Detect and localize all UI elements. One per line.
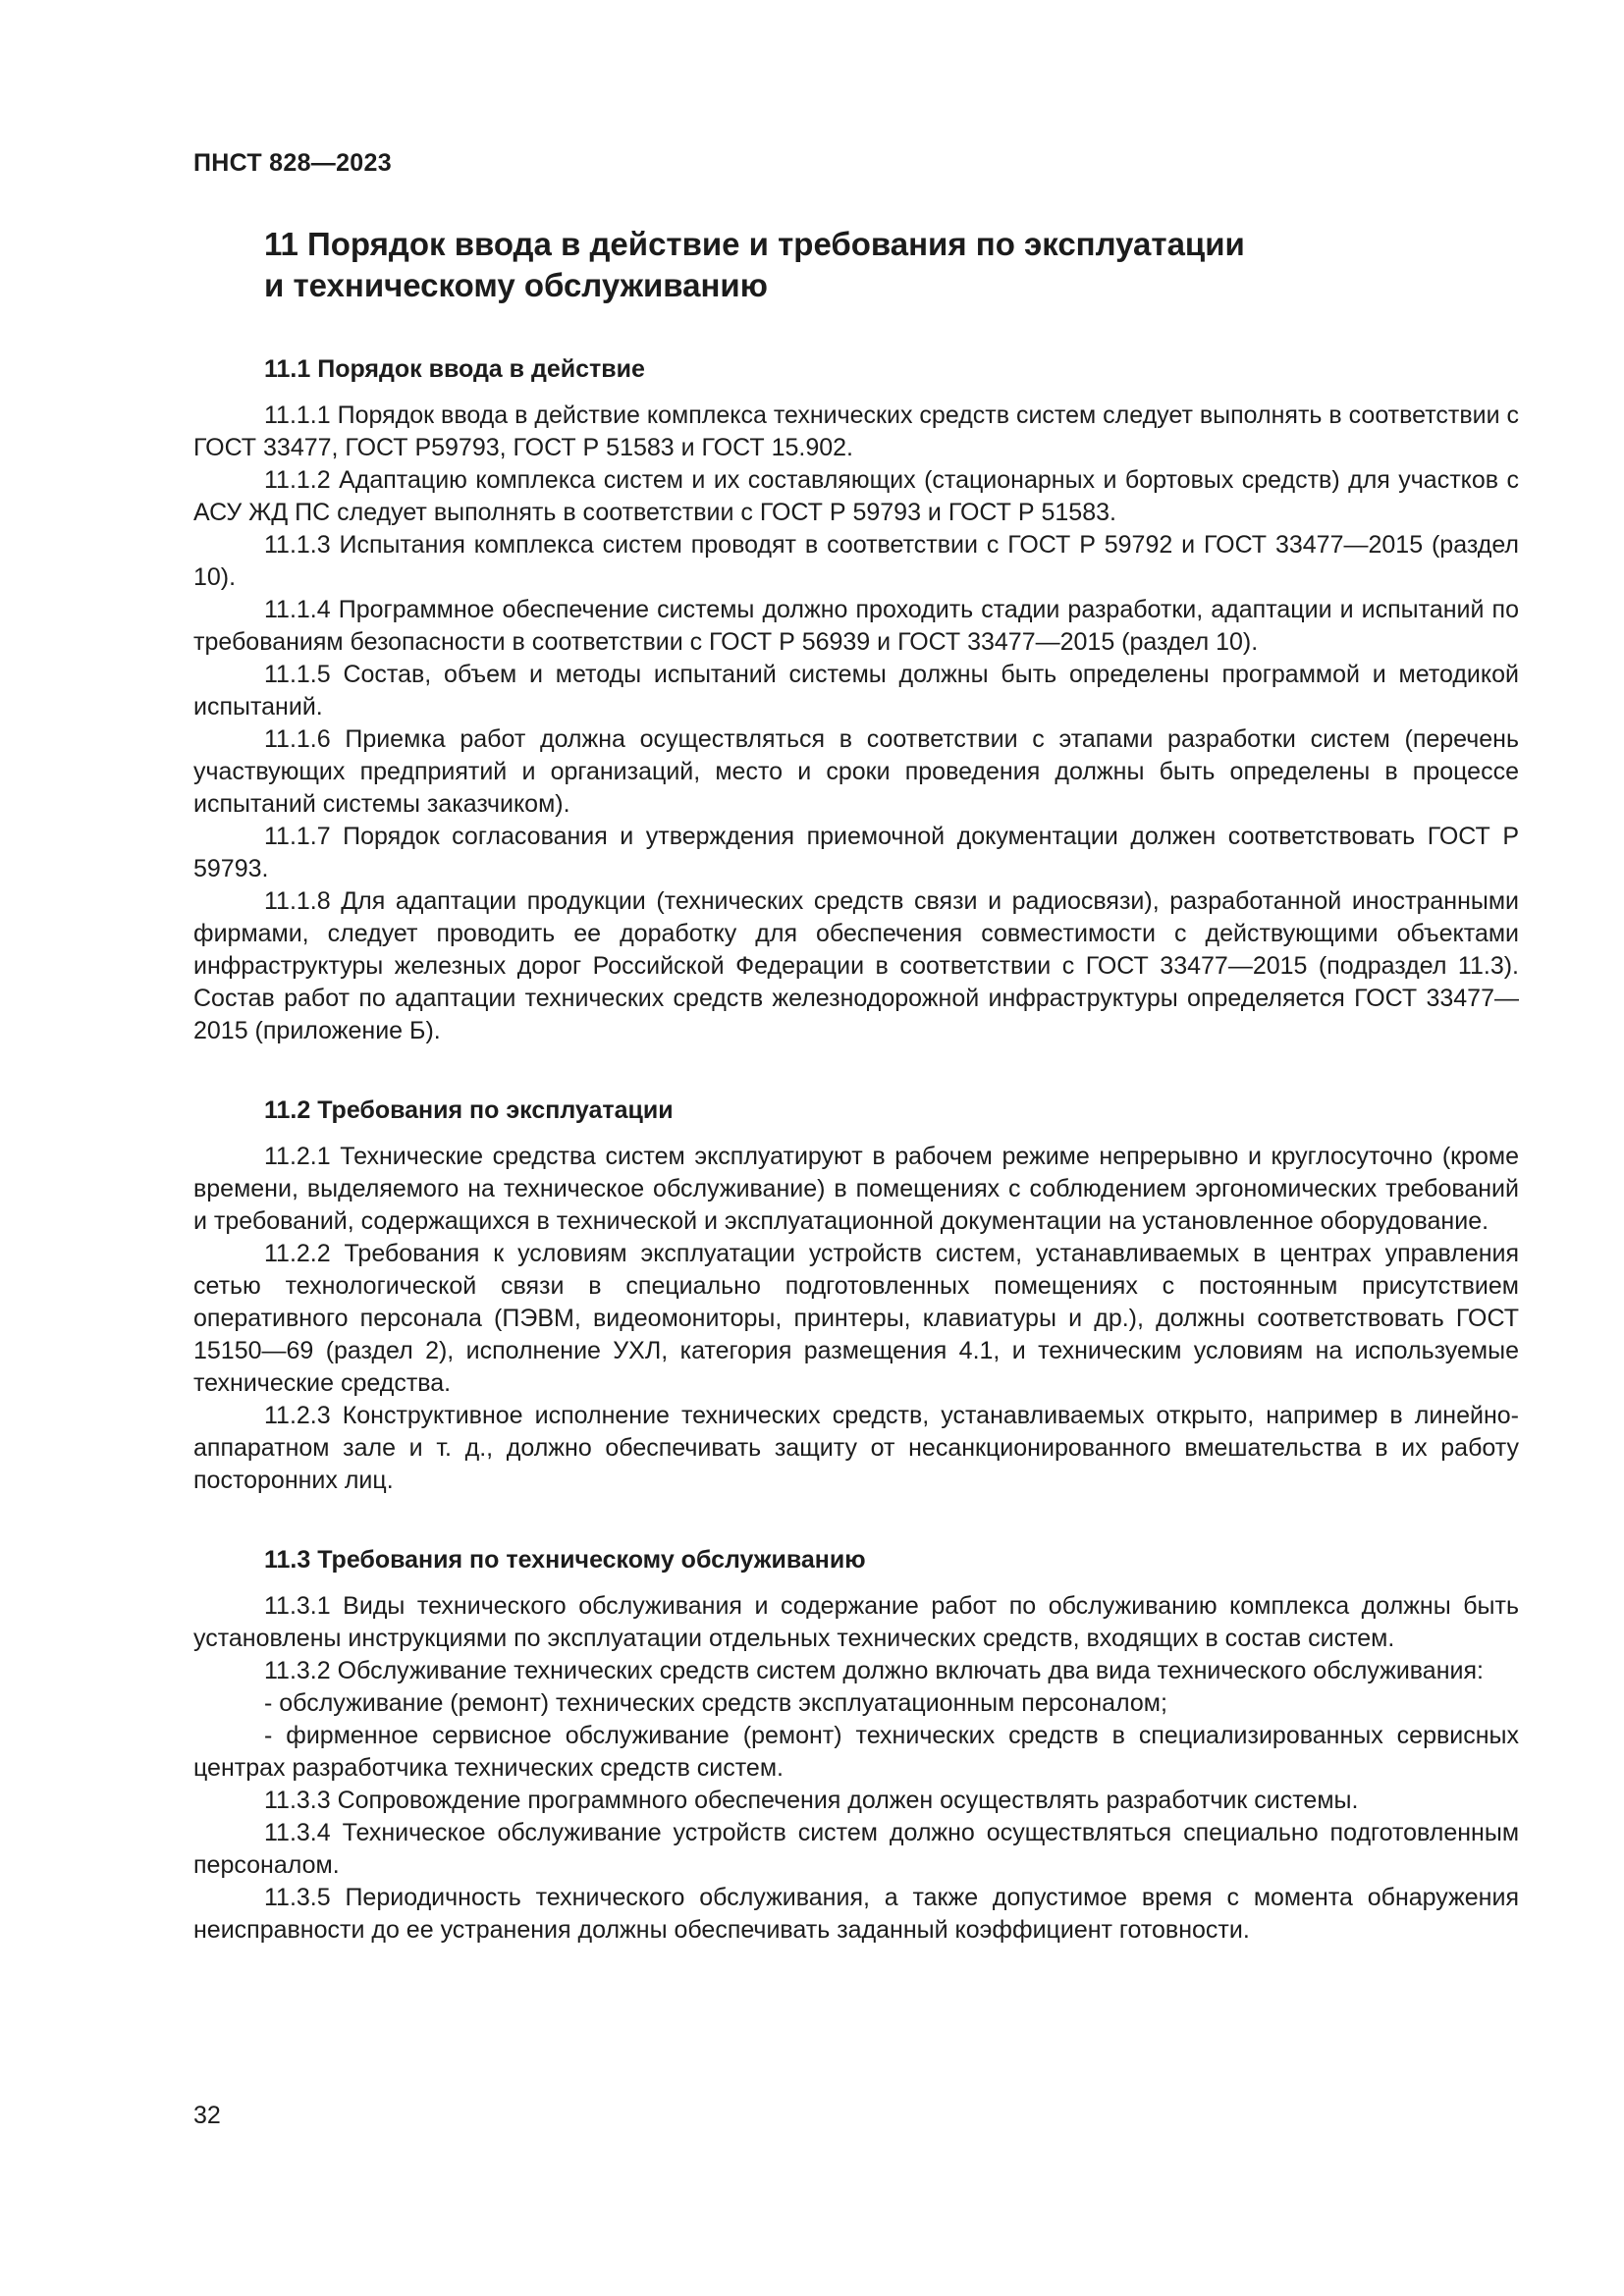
paragraph-11-1-8: 11.1.8 Для адаптации продукции (технических средств связи и радиосвязи), разработанной иностранными фирмами, следует проводить ее доработку для обеспечения совместимости с действующими объектами инфраструктуры железных дорог Российской Федерации в соответствии с ГОСТ 33477—2015 (подраздел 11.3). Состав работ по адаптации технических средств железнодорожной инфраструктуры определяется ГОСТ 33477—2015 (приложение Б).: [193, 887, 1519, 1044]
subsection-title: 11.3 Требования по техническому обслуживанию: [264, 1546, 866, 1574]
section-title-line-2: и техническому обслуживанию: [264, 267, 768, 303]
section-title: [264, 224, 1519, 306]
subsection-title: 11.1 Порядок ввода в действие: [264, 355, 645, 383]
paragraph-11-1-7: 11.1.7 Порядок согласования и утверждения приемочной документации должен соответствовать ГОСТ Р 59793.: [193, 823, 1519, 882]
list-item: - фирменное сервисное обслуживание (ремонт) технических средств в специализированных сервисных центрах разработчика технических средств систем.: [193, 1722, 1519, 1782]
paragraph-11-2-1: 11.2.1 Технические средства систем эксплуатируют в рабочем режиме непрерывно и круглосуточно (кроме времени, выделяемого на техническое обслуживание) в помещениях с соблюдением эргономических требований и требований, содержащихся в технической и эксплуатационной документации на установленное оборудование.: [193, 1143, 1519, 1235]
paragraph-11-1-6: 11.1.6 Приемка работ должна осуществляться в соответствии с этапами разработки систем (перечень участвующих предприятий и организаций, место и сроки проведения должны быть определены в процессе испытаний системы заказчиком).: [193, 725, 1519, 818]
section-content: [193, 224, 1519, 1947]
subsection-title: 11.2 Требования по эксплуатации: [264, 1096, 674, 1124]
paragraph-11-1-2: 11.1.2 Адаптацию комплекса систем и их составляющих (стационарных и бортовых средств) для участков с АСУ ЖД ПС следует выполнять в соответствии с ГОСТ Р 59793 и ГОСТ Р 51583.: [193, 466, 1519, 526]
page-number: 32: [193, 2102, 221, 2129]
paragraph-11-3-3: 11.3.3 Сопровождение программного обеспечения должен осуществлять разработчик системы.: [264, 1787, 1359, 1814]
paragraph-11-3-4: 11.3.4 Техническое обслуживание устройств систем должно осуществляться специально подготовленным персоналом.: [193, 1819, 1519, 1879]
list-item: - обслуживание (ремонт) технических средств эксплуатационным персоналом;: [264, 1689, 1167, 1717]
subsection-11-1: [193, 353, 1519, 1047]
paragraph-11-3-1: 11.3.1 Виды технического обслуживания и содержание работ по обслуживанию комплекса должны быть установлены инструкциями по эксплуатации отдельных технических средств, входящих в состав систем.: [193, 1592, 1519, 1652]
subsection-11-3: [193, 1544, 1519, 1947]
paragraph-11-2-3: 11.2.3 Конструктивное исполнение технических средств, устанавливаемых открыто, например в линейно-аппаратном зале и т. д., должно обеспечивать защиту от несанкционированного вмешательства в их работу посторонних лиц.: [193, 1402, 1519, 1494]
paragraph-11-1-4: 11.1.4 Программное обеспечение системы должно проходить стадии разработки, адаптации и испытаний по требованиям безопасности в соответствии с ГОСТ Р 56939 и ГОСТ 33477—2015 (раздел 10).: [193, 596, 1519, 656]
paragraph-11-3-2: 11.3.2 Обслуживание технических средств систем должно включать два вида технического обслуживания:: [264, 1657, 1484, 1684]
section-title-line-1: 11 Порядок ввода в действие и требования по эксплуатации: [264, 226, 1245, 262]
subsection-11-2: [193, 1095, 1519, 1497]
paragraph-11-1-1: 11.1.1 Порядок ввода в действие комплекса технических средств систем следует выполнять в соответствии с ГОСТ 33477, ГОСТ Р59793, ГОСТ Р 51583 и ГОСТ 15.902.: [193, 401, 1519, 461]
paragraph-11-3-5: 11.3.5 Периодичность технического обслуживания, а также допустимое время с момента обнаружения неисправности до ее устранения должны обеспечивать заданный коэффициент готовности.: [193, 1884, 1519, 1944]
paragraph-11-1-3: 11.1.3 Испытания комплекса систем проводят в соответствии с ГОСТ Р 59792 и ГОСТ 33477—2015 (раздел 10).: [193, 531, 1519, 591]
paragraph-11-2-2: 11.2.2 Требования к условиям эксплуатации устройств систем, устанавливаемых в центрах управления сетью технологической связи в специально подготовленных помещениях с постоянным присутствием оперативного персонала (ПЭВМ, видеомониторы, принтеры, клавиатуры и др.), должны соответствовать ГОСТ 15150—69 (раздел 2), исполнение УХЛ, категория размещения 4.1, и техническим условиям на используемые технические средства.: [193, 1240, 1519, 1397]
document-code-header: ПНСТ 828—2023: [193, 149, 392, 177]
paragraph-11-1-5: 11.1.5 Состав, объем и методы испытаний системы должны быть определены программой и методикой испытаний.: [193, 661, 1519, 721]
